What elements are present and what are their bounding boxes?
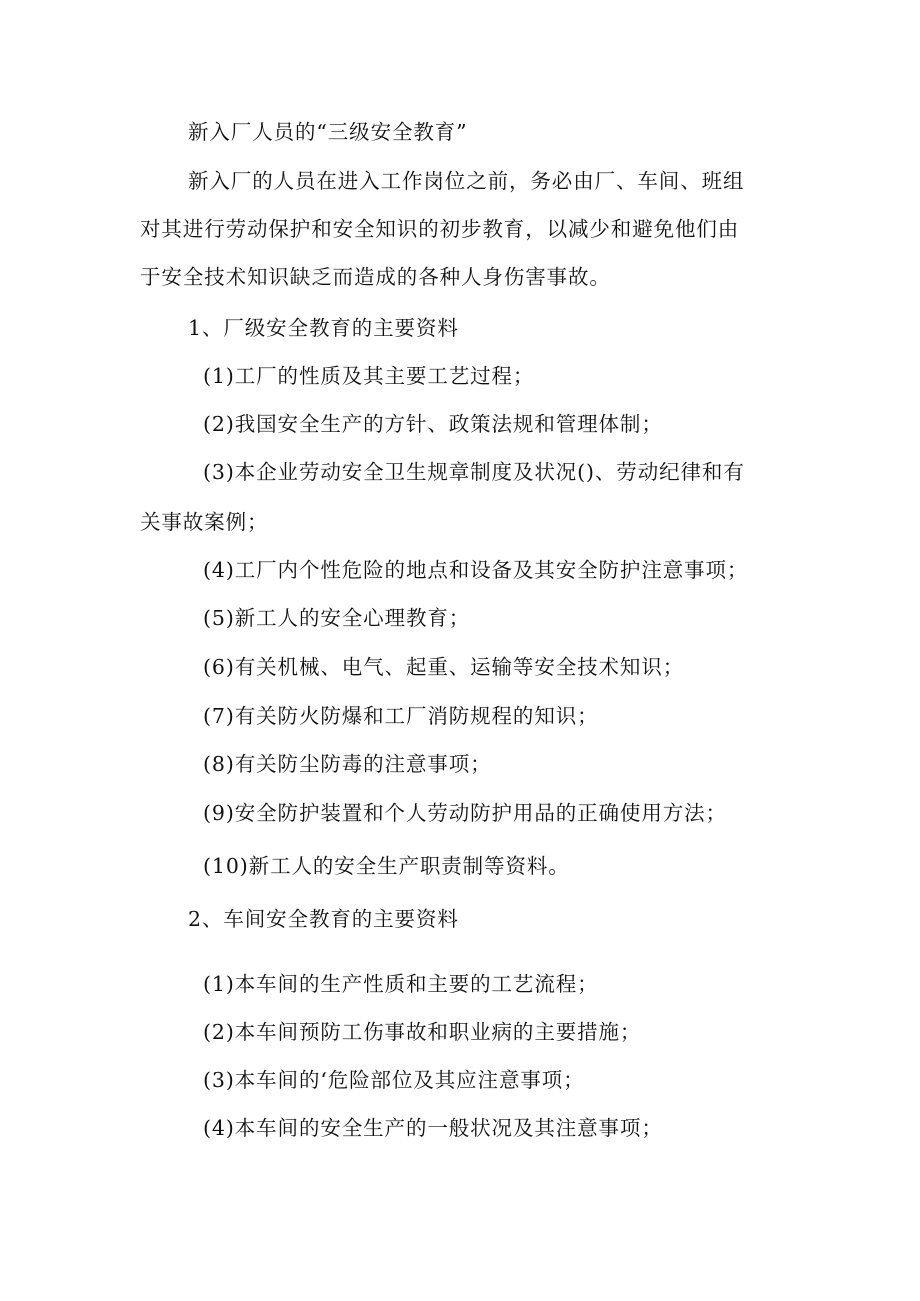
intro-line-2: 对其进行劳动保护和安全知识的初步教育，以减少和避免他们由 (140, 217, 740, 241)
section-1-item-3-cont: 关事故案例； (140, 510, 269, 534)
section-2-item-4: (4)本车间的安全生产的一般状况及其注意事项； (203, 1116, 663, 1140)
intro-line-3: 于安全技术知识缺乏而造成的各种人身伤害事故。 (140, 265, 611, 289)
section-1-item-7: (7)有关防火防爆和工厂消防规程的知识； (203, 704, 599, 728)
document-title: 新入厂人员的“三级安全教育” (188, 120, 468, 144)
section-2-item-3: (3)本车间的‘危险部位及其应注意事项； (203, 1068, 585, 1092)
section-1-item-1: (1)工厂的性质及其主要工艺过程； (203, 364, 535, 388)
section-1-item-2: (2)我国安全生产的方针、政策法规和管理体制； (203, 412, 663, 436)
section-1-item-10: (10)新工人的安全生产职责制等资料。 (203, 854, 570, 878)
intro-line-1: 新入厂的人员在进入工作岗位之前，务必由厂、车间、班组 (188, 169, 745, 193)
section-1-item-3: (3)本企业劳动安全卫生规章制度及状况()、劳动纪律和有 (203, 460, 745, 484)
section-2-item-2: (2)本车间预防工伤事故和职业病的主要措施； (203, 1020, 642, 1044)
section-1-item-4: (4)工厂内个性危险的地点和设备及其安全防护注意事项； (203, 558, 749, 582)
section-1-item-5: (5)新工人的安全心理教育； (203, 606, 471, 630)
section-heading-1: 1、厂级安全教育的主要资料 (188, 316, 459, 340)
section-1-item-9: (9)安全防护装置和个人劳动防护用品的正确使用方法； (203, 801, 727, 825)
section-heading-2: 2、车间安全教育的主要资料 (188, 907, 459, 931)
section-1-item-8: (8)有关防尘防毒的注意事项； (203, 752, 492, 776)
section-2-item-1: (1)本车间的生产性质和主要的工艺流程； (203, 972, 599, 996)
section-1-item-6: (6)有关机械、电气、起重、运输等安全技术知识； (203, 655, 685, 679)
